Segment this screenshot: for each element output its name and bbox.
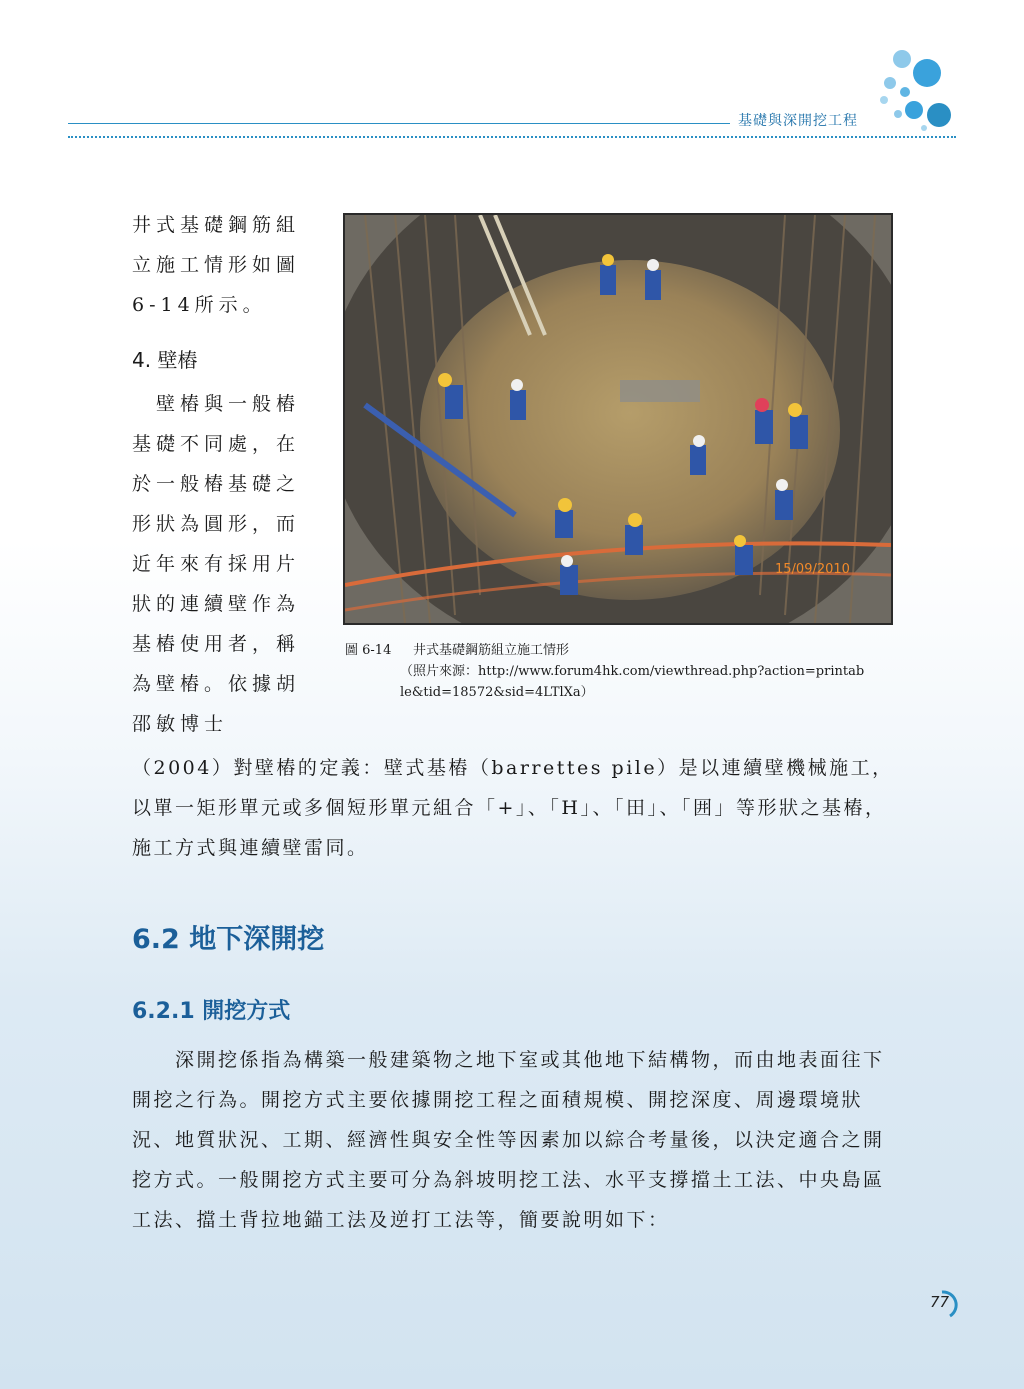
figure-source-line-2: le&tid=18572&sid=4LTlXa） [400, 685, 594, 700]
header-dotted-rule [68, 136, 956, 138]
construction-photo-illustration [345, 215, 891, 623]
bubbles-decoration-icon [872, 40, 972, 140]
figure-source-line-1: （照片來源：http://www.forum4hk.com/viewthread.php?action=printab [400, 664, 865, 679]
section-6-2-1-heading: 6.2.1 開挖方式 [132, 999, 291, 1024]
section-6-2-heading: 6.2 地下深開挖 [132, 924, 325, 955]
figure-label: 圖 6-14 [345, 643, 392, 658]
section-4-heading: 4. 壁樁 [132, 348, 198, 372]
figure-title: 井式基礎鋼筋組立施工情形 [413, 643, 570, 658]
header-rule [68, 123, 730, 124]
section-4-body-left: 壁樁與一般樁基礎不同處，在於一般樁基礎之形狀為圓形，而近年來有採用片狀的連續壁作為基樁使用者，稱為壁樁。依據胡邵敏博士 [132, 393, 301, 735]
figure-6-14-photo [343, 213, 893, 625]
section-6-2-1-body: 深開挖係指為構築一般建築物之地下室或其他地下結構物，而由地表面往下開挖之行為。開挖方式主要依據開挖工程之面積規模、開挖深度、周邊環境狀況、地質狀況、工期、經濟性與安全性等因素加以綜合考量後，以決定適合之開挖方式。一般開挖方式主要可分為斜坡明挖工法、水平支撐擋土工法、中央島區工法、擋土背拉地錨工法及逆打工法等，簡要說明如下： [132, 1049, 885, 1231]
running-header-title: 基礎與深開挖工程 [738, 113, 858, 129]
figure-caption [345, 640, 569, 661]
intro-paragraph: 井式基礎鋼筋組立施工情形如圖6-14所示。 [132, 214, 301, 316]
photo-date-stamp: 15/09/2010 [775, 562, 850, 577]
section-4-body-full: （2004）對壁樁的定義：壁式基樁（barrettes pile）是以連續壁機械施工，以單一矩形單元或多個短形單元組合「+」、「H」、「田」、「囲」等形狀之基樁，施工方式與連續壁雷同。 [132, 757, 894, 859]
page-number: 77 [930, 1293, 950, 1311]
